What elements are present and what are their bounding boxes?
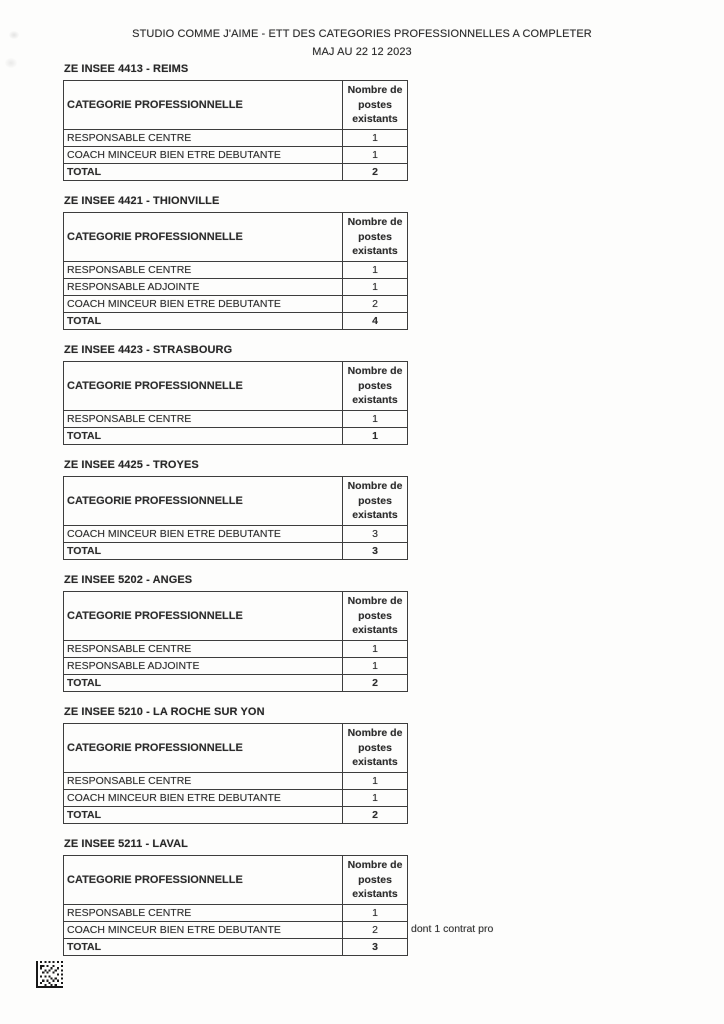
- table-header-row: [64, 477, 408, 526]
- total-row: [64, 313, 408, 330]
- zone-heading: ZE INSEE 5202 - ANGES: [64, 574, 193, 586]
- count-value: 1: [372, 280, 378, 293]
- column-header-category: CATEGORIE PROFESSIONNELLE: [64, 213, 343, 262]
- category-cell: RESPONSABLE ADJOINTE: [64, 279, 343, 296]
- total-row: [64, 428, 408, 445]
- count-cell: [343, 905, 408, 922]
- total-value: 2: [343, 675, 408, 692]
- count-value: 2: [372, 297, 378, 310]
- category-cell: COACH MINCEUR BIEN ETRE DEBUTANTE: [64, 147, 343, 164]
- total-value: 1: [343, 428, 408, 445]
- zone-section: [63, 344, 543, 445]
- total-label: TOTAL: [64, 164, 343, 181]
- category-cell: RESPONSABLE CENTRE: [64, 641, 343, 658]
- zone-section: [63, 195, 543, 330]
- zone-heading: ZE INSEE 5211 - LAVAL: [64, 838, 188, 850]
- sections-container: [63, 63, 543, 970]
- count-cell: [343, 526, 408, 543]
- zone-heading: ZE INSEE 4423 - STRASBOURG: [64, 344, 233, 356]
- total-label: TOTAL: [64, 543, 343, 560]
- total-value: 2: [343, 807, 408, 824]
- column-header-category: CATEGORIE PROFESSIONNELLE: [64, 724, 343, 773]
- total-value: 3: [343, 939, 408, 956]
- table-header-row: [64, 362, 408, 411]
- category-cell: COACH MINCEUR BIEN ETRE DEBUTANTE: [64, 922, 343, 939]
- total-label: TOTAL: [64, 939, 343, 956]
- table-row: [64, 905, 408, 922]
- total-value: 3: [343, 543, 408, 560]
- category-cell: RESPONSABLE CENTRE: [64, 905, 343, 922]
- total-row: [64, 807, 408, 824]
- count-value: 1: [372, 412, 378, 425]
- table-header-row: [64, 724, 408, 773]
- categories-table: [63, 212, 408, 330]
- categories-table: [63, 723, 408, 824]
- table-header-row: [64, 592, 408, 641]
- datamatrix-barcode-icon: [36, 961, 63, 988]
- category-cell: RESPONSABLE CENTRE: [64, 262, 343, 279]
- total-row: [64, 164, 408, 181]
- count-cell: [343, 130, 408, 147]
- zone-section: [63, 838, 543, 956]
- table-row: [64, 526, 408, 543]
- category-cell: RESPONSABLE ADJOINTE: [64, 658, 343, 675]
- table-header-row: [64, 213, 408, 262]
- category-cell: COACH MINCEUR BIEN ETRE DEBUTANTE: [64, 526, 343, 543]
- count-value: 2: [372, 923, 378, 936]
- zone-heading: ZE INSEE 4421 - THIONVILLE: [64, 195, 220, 207]
- column-header-count: Nombre de postes existants: [343, 592, 408, 641]
- table-row: [64, 296, 408, 313]
- total-value: 4: [343, 313, 408, 330]
- table-row: [64, 411, 408, 428]
- column-header-category: CATEGORIE PROFESSIONNELLE: [64, 362, 343, 411]
- table-row: [64, 279, 408, 296]
- count-cell: [343, 773, 408, 790]
- category-cell: RESPONSABLE CENTRE: [64, 130, 343, 147]
- zone-section: [63, 63, 543, 181]
- rows-body: [64, 130, 408, 164]
- zone-heading: ZE INSEE 4425 - TROYES: [64, 459, 199, 471]
- column-header-count: Nombre de postes existants: [343, 856, 408, 905]
- count-value: 3: [372, 527, 378, 540]
- zone-section: [63, 574, 543, 692]
- count-value: 1: [372, 148, 378, 161]
- count-cell: [343, 790, 408, 807]
- zone-section: [63, 706, 543, 824]
- table-header-row: [64, 81, 408, 130]
- category-cell: COACH MINCEUR BIEN ETRE DEBUTANTE: [64, 296, 343, 313]
- rows-body: [64, 773, 408, 807]
- table-row: [64, 641, 408, 658]
- count-cell: [343, 411, 408, 428]
- column-header-count: Nombre de postes existants: [343, 213, 408, 262]
- categories-table: [63, 80, 408, 181]
- category-cell: RESPONSABLE CENTRE: [64, 773, 343, 790]
- count-value: 1: [372, 906, 378, 919]
- table-row: [64, 262, 408, 279]
- count-value: 1: [372, 263, 378, 276]
- column-header-count: Nombre de postes existants: [343, 81, 408, 130]
- category-cell: RESPONSABLE CENTRE: [64, 411, 343, 428]
- categories-table: [63, 855, 494, 956]
- table-row: [64, 658, 408, 675]
- table-row: [64, 773, 408, 790]
- column-header-count: Nombre de postes existants: [343, 724, 408, 773]
- column-header-category: CATEGORIE PROFESSIONNELLE: [64, 81, 343, 130]
- rows-body: [64, 262, 408, 313]
- rows-body: [64, 641, 408, 675]
- column-header-category: CATEGORIE PROFESSIONNELLE: [64, 856, 343, 905]
- count-value: 1: [372, 659, 378, 672]
- rows-body: [64, 411, 408, 428]
- total-label: TOTAL: [64, 807, 343, 824]
- rows-body: [64, 905, 494, 939]
- count-cell: [343, 279, 408, 296]
- table-header-row: [64, 856, 408, 905]
- count-value: 1: [372, 774, 378, 787]
- table-row: [64, 922, 408, 939]
- count-cell: [343, 147, 408, 164]
- document-title: STUDIO COMME J'AIME - ETT DES CATEGORIES PROFESSIONNELLES A COMPLETER: [132, 28, 592, 40]
- table-row: [64, 790, 408, 807]
- total-label: TOTAL: [64, 675, 343, 692]
- category-cell: COACH MINCEUR BIEN ETRE DEBUTANTE: [64, 790, 343, 807]
- total-row: [64, 939, 408, 956]
- count-value: 1: [372, 642, 378, 655]
- column-header-category: CATEGORIE PROFESSIONNELLE: [64, 592, 343, 641]
- total-row: [64, 543, 408, 560]
- count-cell: [343, 658, 408, 675]
- table-row: [64, 147, 408, 164]
- zone-section: [63, 459, 543, 560]
- count-cell: [343, 641, 408, 658]
- count-cell: [343, 922, 494, 939]
- document-header: [0, 25, 724, 61]
- table-row: [64, 130, 408, 147]
- count-value: 1: [372, 131, 378, 144]
- side-note: dont 1 contrat pro: [411, 923, 494, 935]
- column-header-count: Nombre de postes existants: [343, 362, 408, 411]
- count-cell: [343, 262, 408, 279]
- categories-table: [63, 591, 408, 692]
- count-cell: [343, 296, 408, 313]
- column-header-count: Nombre de postes existants: [343, 477, 408, 526]
- categories-table: [63, 476, 408, 560]
- rows-body: [64, 526, 408, 543]
- document-subtitle: MAJ AU 22 12 2023: [312, 46, 412, 58]
- total-row: [64, 675, 408, 692]
- categories-table: [63, 361, 408, 445]
- zone-heading: ZE INSEE 4413 - REIMS: [64, 63, 189, 75]
- total-label: TOTAL: [64, 313, 343, 330]
- total-value: 2: [343, 164, 408, 181]
- zone-heading: ZE INSEE 5210 - LA ROCHE SUR YON: [64, 706, 265, 718]
- column-header-category: CATEGORIE PROFESSIONNELLE: [64, 477, 343, 526]
- total-label: TOTAL: [64, 428, 343, 445]
- count-value: 1: [372, 791, 378, 804]
